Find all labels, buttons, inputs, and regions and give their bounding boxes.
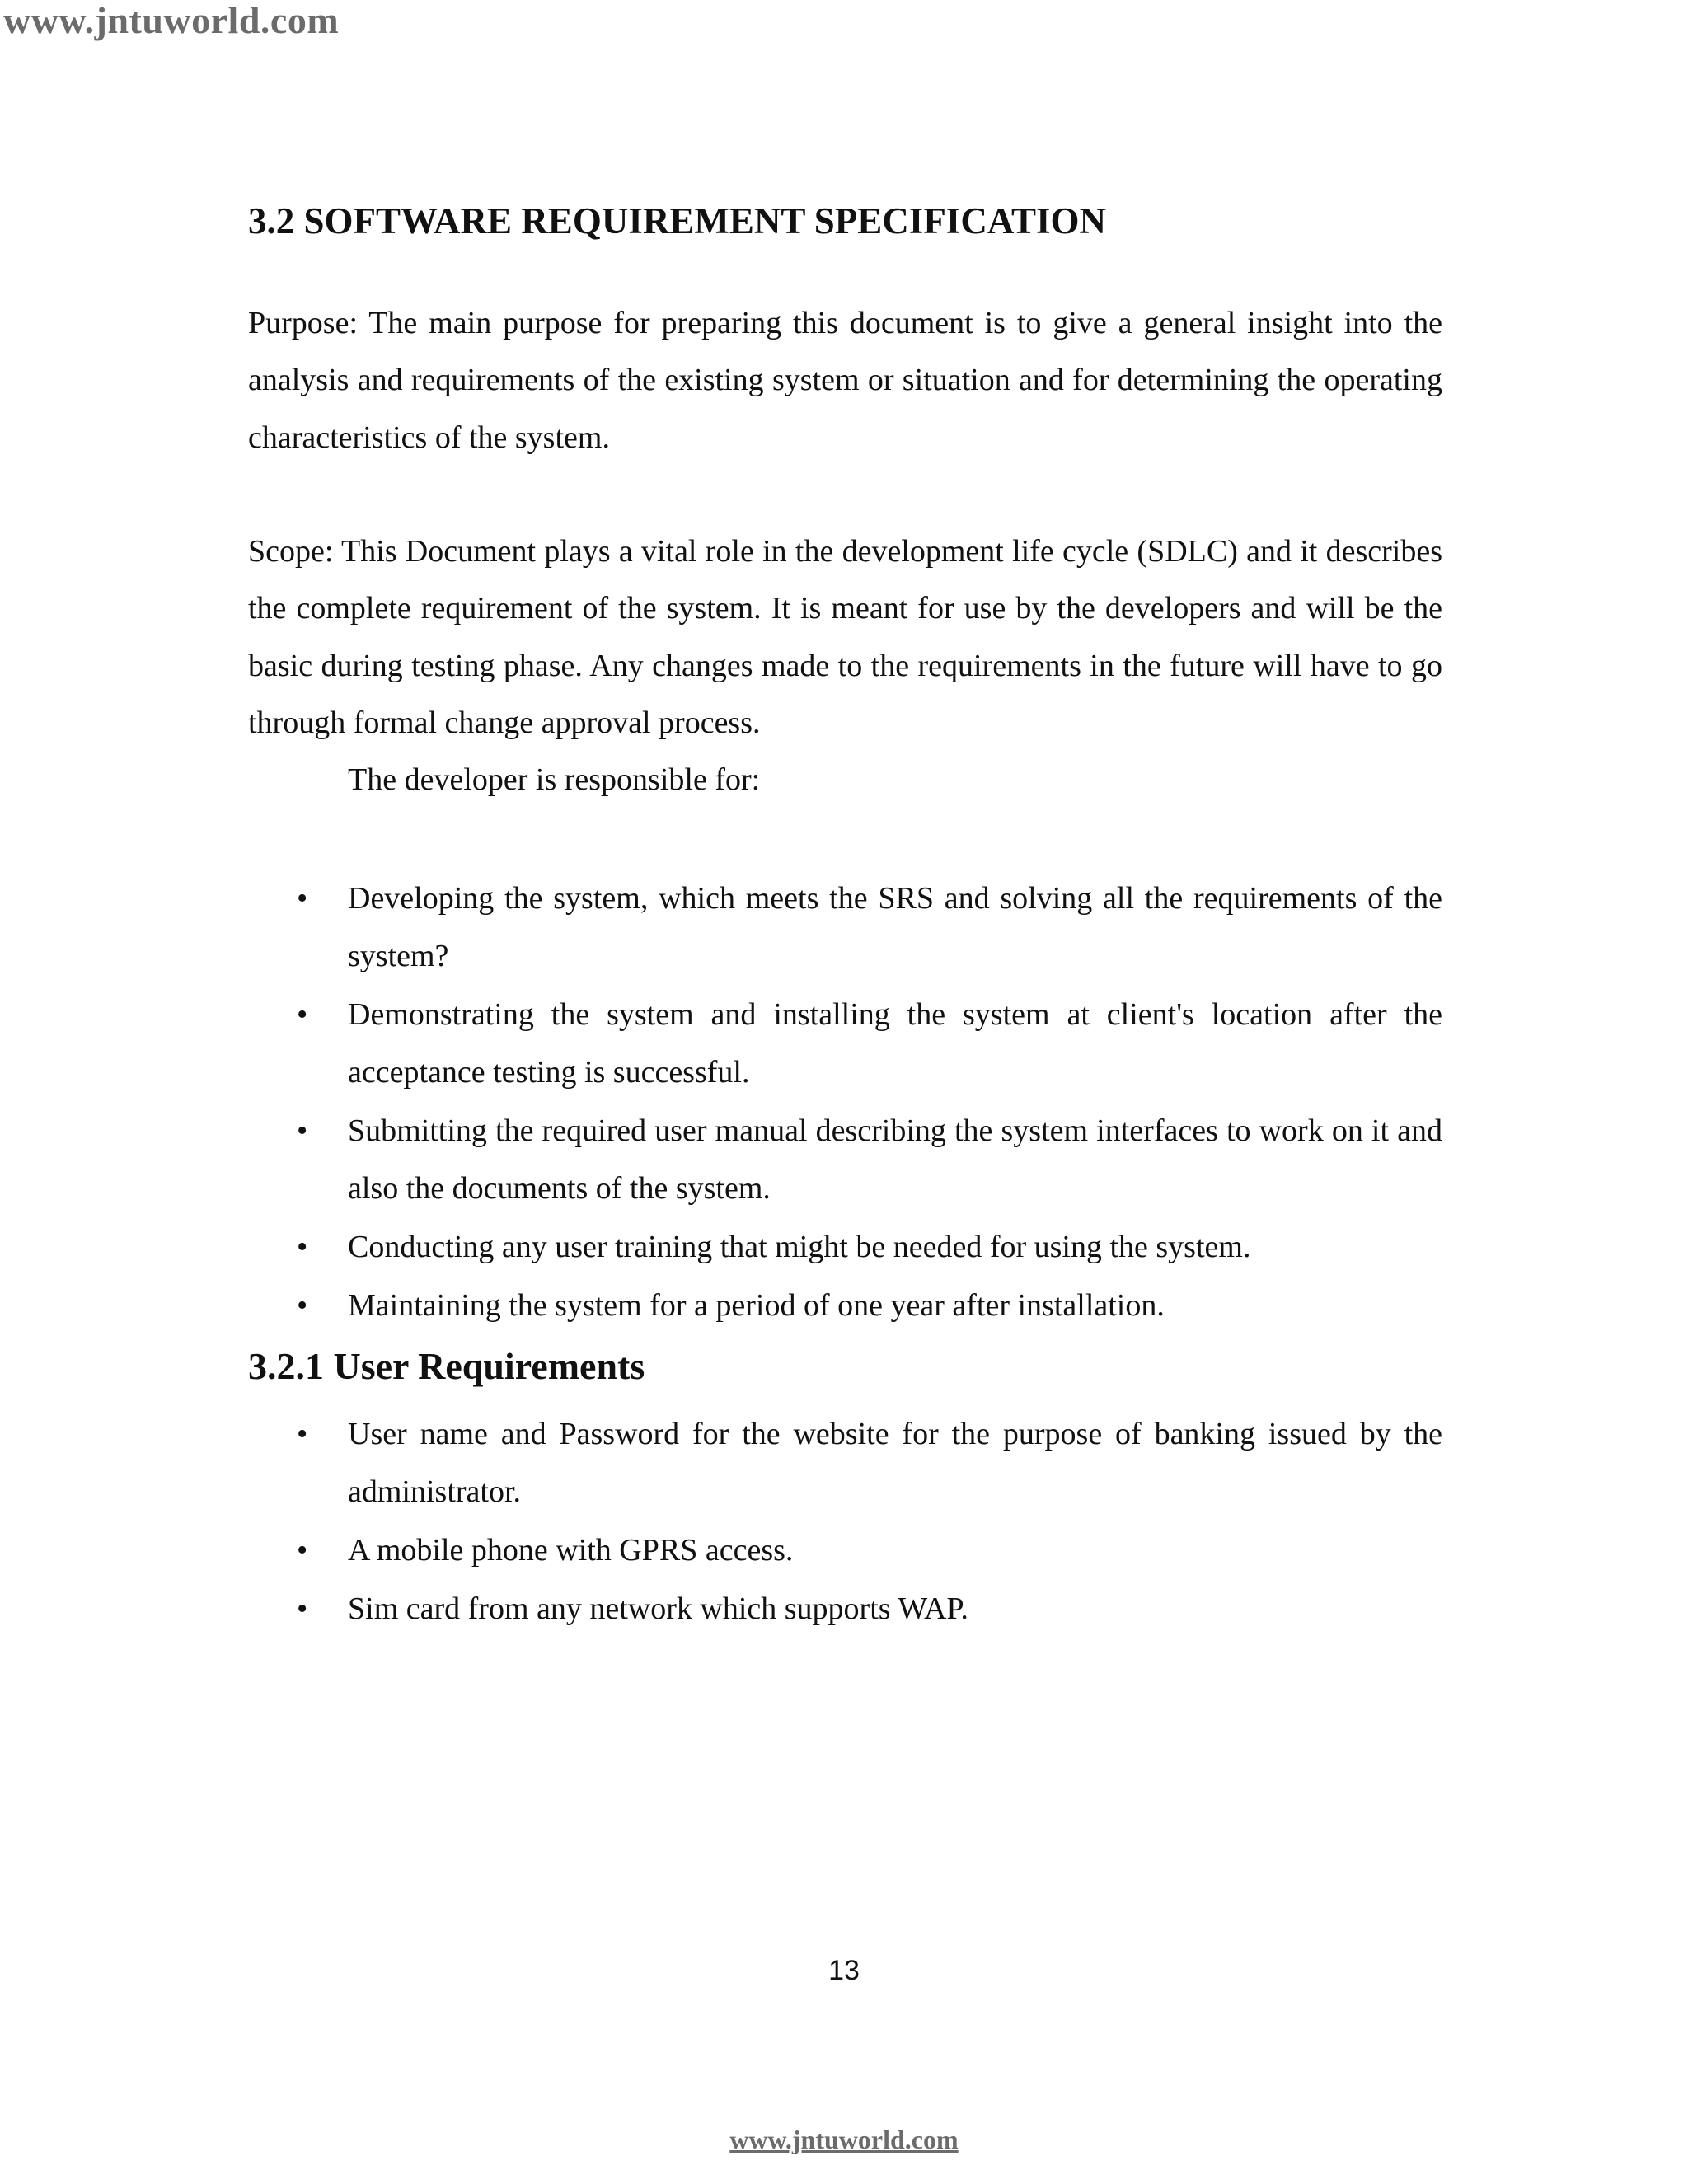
list-item <box>248 1521 1442 1579</box>
page-number: 13 <box>828 1955 860 1986</box>
list-item <box>248 869 1442 985</box>
list-item-text: Demonstrating the system and installing the system at client's location after the acceptance testing is successful. <box>348 997 1442 1090</box>
list-item <box>248 1580 1442 1638</box>
bullet-icon: • <box>297 1591 308 1626</box>
section-title: 3.2 SOFTWARE REQUIREMENT SPECIFICATION <box>248 200 1106 241</box>
developer-intro: The developer is responsible for: <box>348 762 761 797</box>
list-item-text: Conducting any user training that might be needed for using the system. <box>348 1230 1251 1264</box>
watermark-bottom: www.jntuworld.com <box>729 2125 959 2154</box>
purpose-paragraph: Purpose: The main purpose for preparing this document is to give a general insight into the analysis and requirements of the existing system or situation and for determining the operating characteristics of the system. <box>248 306 1442 455</box>
list-item-text: Submitting the required user manual describing the system interfaces to work on it and also the documents of the system. <box>348 1113 1442 1206</box>
list-item <box>248 1218 1442 1276</box>
list-item <box>248 1102 1442 1217</box>
user-requirements-list <box>248 1405 1442 1638</box>
bullet-icon: • <box>297 1288 308 1323</box>
bullet-icon: • <box>297 1533 308 1568</box>
list-item <box>248 986 1442 1101</box>
list-item-text: Sim card from any network which supports WAP. <box>348 1591 968 1626</box>
list-item <box>248 1277 1442 1334</box>
watermark-top: www.jntuworld.com <box>3 0 340 41</box>
list-item-text: A mobile phone with GPRS access. <box>348 1533 794 1568</box>
list-item-text: User name and Password for the website for the purpose of banking issued by the administrator. <box>348 1417 1442 1509</box>
developer-responsibilities-list <box>248 869 1442 1335</box>
bullet-icon: • <box>297 1417 308 1451</box>
bullet-icon: • <box>297 997 308 1032</box>
bullet-icon: • <box>297 881 308 916</box>
scope-paragraph: Scope: This Document plays a vital role in the development life cycle (SDLC) and it describes the complete requirement of the system. It is meant for use by the developers and will be the basic during testing phase. Any changes made to the requirements in the future will have to go through formal change approval process. <box>248 534 1442 740</box>
subsection-title: 3.2.1 User Requirements <box>248 1345 645 1387</box>
list-item-text: Developing the system, which meets the SRS and solving all the requirements of the system? <box>348 881 1442 973</box>
bullet-icon: • <box>297 1230 308 1264</box>
list-item-text: Maintaining the system for a period of one year after installation. <box>348 1288 1165 1323</box>
list-item <box>248 1405 1442 1521</box>
bullet-icon: • <box>297 1113 308 1148</box>
